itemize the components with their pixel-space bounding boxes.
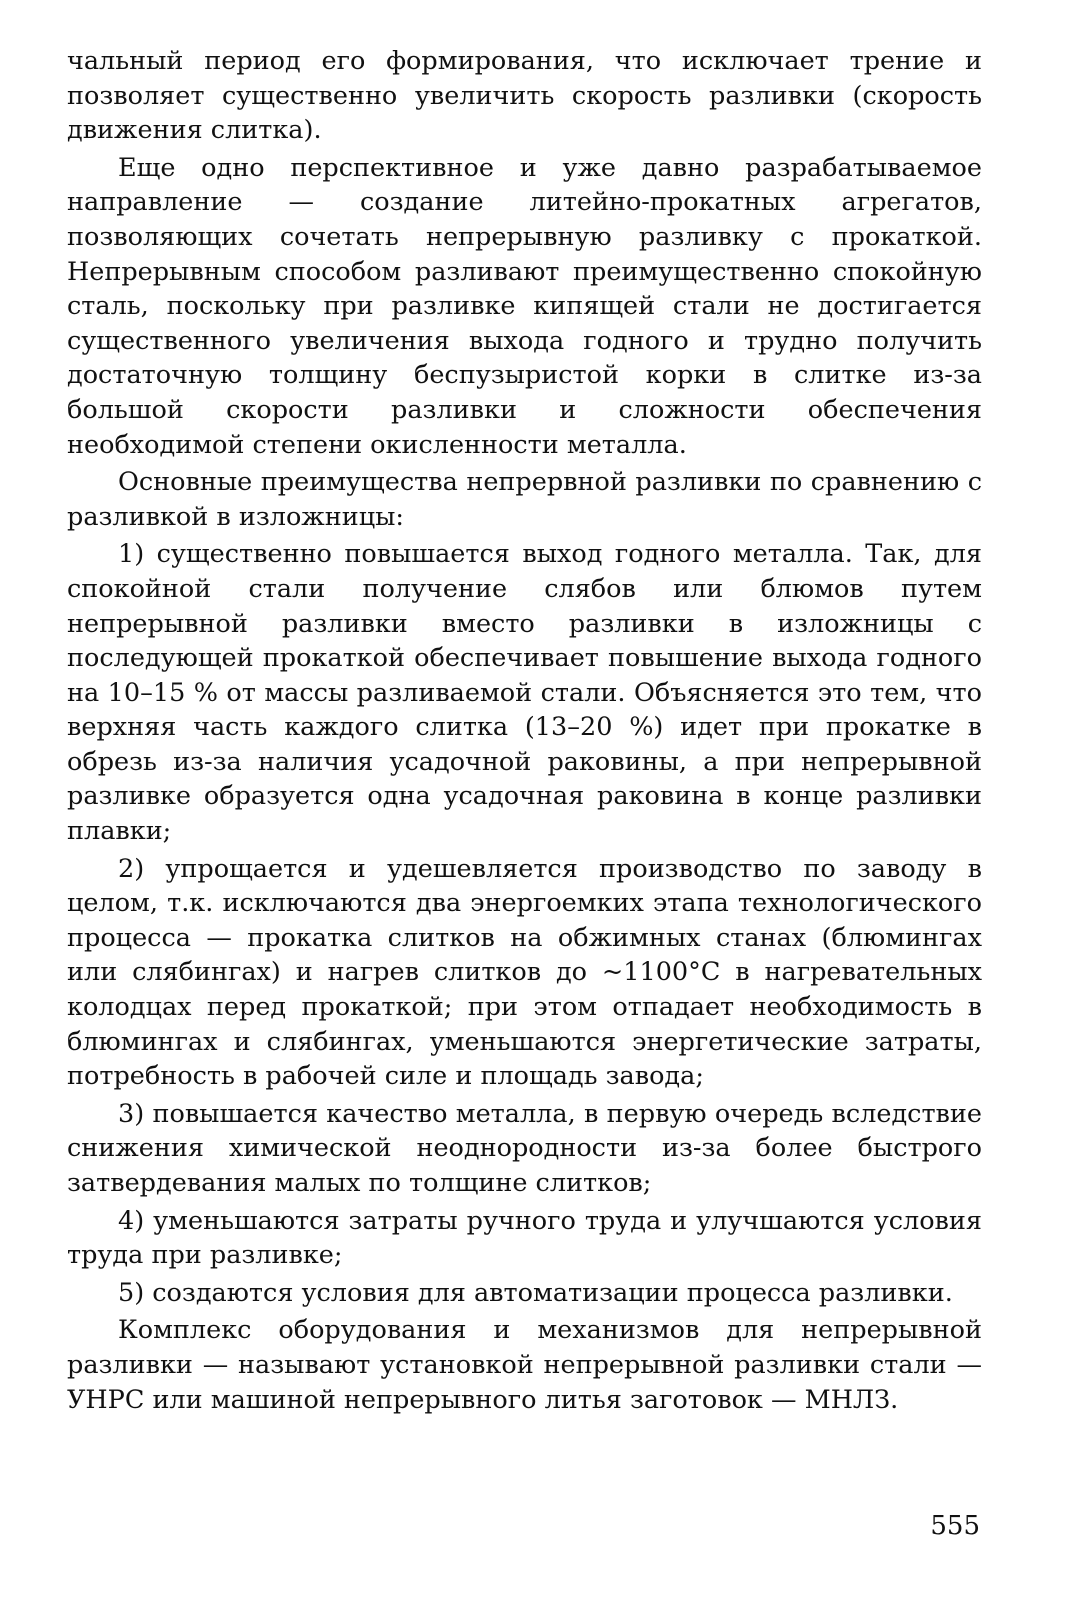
page-number: 555 bbox=[930, 1511, 980, 1541]
list-item-advantage-4: 4) уменьшаются затраты ручного труда и улучшаются условия труда при разливке; bbox=[67, 1205, 982, 1271]
list-item-advantage-1: 1) существенно повышается выход годного металла. Так, для спокойной стали получение слябов или блюмов путем непрерывной разливки вместо разливки в изложницы с последующей прокаткой обеспечивает повышение выхода годного на 10–15 % от массы разливаемой стали. Объясняется это тем, что верхняя часть каждого слитка (13–20 %) идет при прокатке в обрезь из-за наличия усадочной раковины, а при непрерывной разливке образуется одна усадочная раковина в конце разливки плавки; bbox=[67, 539, 982, 847]
paragraph-advantages-intro: Основные преимущества непрервной разливки по сравнению с разливкой в изложницы: bbox=[67, 467, 982, 532]
document-body bbox=[67, 44, 982, 1420]
paragraph-continuation: чальный период его формирования, что исключает трение и позволяет существенно увеличить скорость разливки (скорость движения слитка). bbox=[67, 46, 982, 146]
paragraph-equipment-definition: Комплекс оборудования и механизмов для непрерывной разливки — называют установкой непрерывной разливки стали — УНРС или машиной непрерывного литья заготовок — МНЛЗ. bbox=[67, 1315, 982, 1415]
list-item-advantage-5: 5) создаются условия для автоматизации процесса разливки. bbox=[118, 1277, 953, 1308]
paragraph-cast-rolling-units: Еще одно перспективное и уже давно разрабатываемое направление — создание литейно-прокатных агрегатов, позволяющих сочетать непрерывную разливку с прокаткой. Непрерывным способом разливают преимущественно спокойную сталь, поскольку при разливке кипящей стали не достигается существенного увеличения выхода годного и трудно получить достаточную толщину беспузыристой корки в слитке из-за большой скорости разливки и сложности обеспечения необходимой степени окисленности металла. bbox=[67, 152, 982, 460]
list-item-advantage-2: 2) упрощается и удешевляется производство по заводу в целом, т.к. исключаются два энергоемких этапа технологического процесса — прокатка слитков на обжимных станах (блюмингах или слябингах) и нагрев слитков до ~1100°С в нагревательных колодцах перед прокаткой; при этом отпадает необходимость в блюмингах и слябингах, уменьшаются энергетические затраты, потребность в рабочей силе и площадь завода; bbox=[67, 853, 982, 1092]
list-item-advantage-3: 3) повышается качество металла, в первую очередь вследствие снижения химической неоднородности из-за более быстрого затвердевания малых по толщине слитков; bbox=[67, 1098, 982, 1198]
